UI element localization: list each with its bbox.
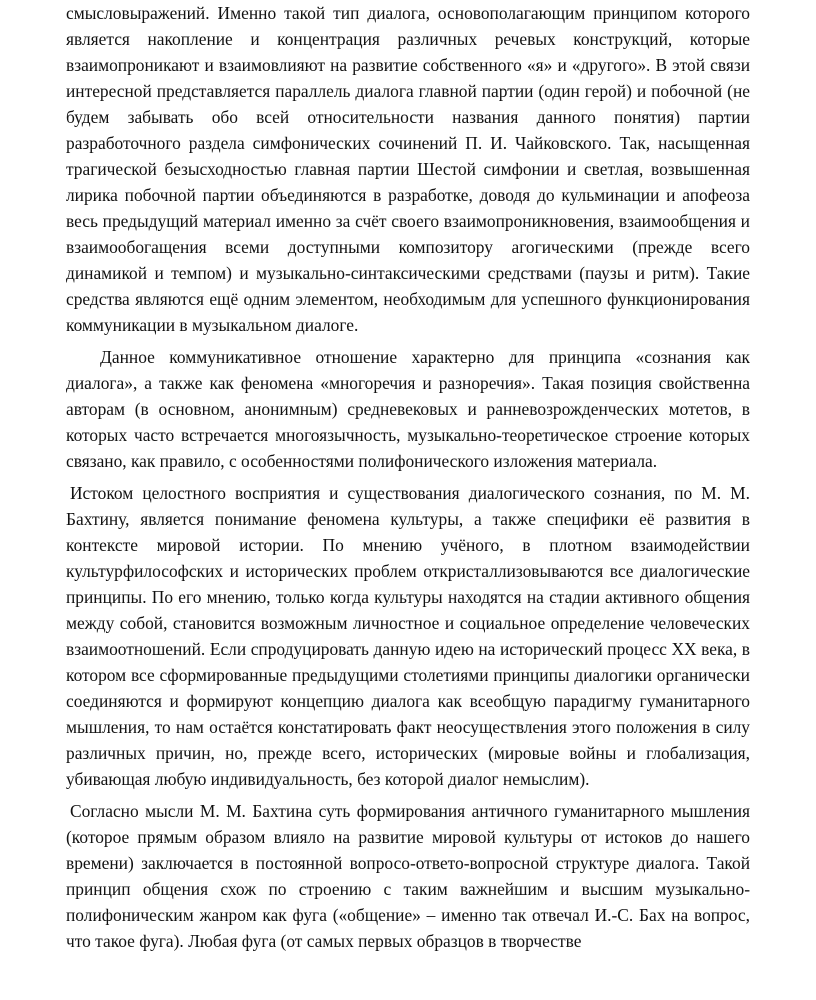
document-page <box>66 0 750 954</box>
paragraph-2: Данное коммуникативное отношение характерно для принципа «сознания как диалога», а также как феномена «многоречия и разноречия». Такая позиция свойственна авторам (в основном, анонимным) средневековых и ранневозрожденческих мотетов, в которых часто встречается многоязычность, музыкально-теоретическое строение которых связано, как правило, с особенностями полифонического изложения материала. <box>66 347 750 471</box>
paragraph-4: Согласно мысли М. М. Бахтина суть формирования античного гуманитарного мышления (которое прямым образом влияло на развитие мировой культуры от истоков до нашего времени) заключается в постоянной вопросо-ответо-вопросной структуре диалога. Такой принцип общения схож по строению с таким важнейшим и высшим музыкально-полифоническим жанром как фуга («общение» – именно так отвечал И.-С. Бах на вопрос, что такое фуга). Любая фуга (от самых первых образцов в творчестве <box>66 801 750 951</box>
paragraph-1: смысловыражений. Именно такой тип диалога, основополагающим принципом которого является накопление и концентрация различных речевых конструкций, которые взаимопроникают и взаимовлияют на развитие собственного «я» и «другого». В этой связи интересной представляется параллель диалога главной партии (один герой) и побочной (не будем забывать обо всей относительности названия данного понятия) партии разработочного раздела симфонических сочинений П. И. Чайковского. Так, насыщенная трагической безысходностью главная партии Шестой симфонии и светлая, возвышенная лирика побочной партии объединяются в разработке, доводя до кульминации и апофеоза весь предыдущий материал именно за счёт своего взаимопроникновения, взаимообщения и взаимообогащения всеми доступными композитору агогическими (прежде всего динамикой и темпом) и музыкально-синтаксическими средствами (паузы и ритм). Такие средства являются ещё одним элементом, необходимым для успешного функционирования коммуникации в музыкальном диалоге. <box>66 3 750 335</box>
paragraph-3: Истоком целостного восприятия и существования диалогического сознания, по М. М. Бахтину, является понимание феномена культуры, а также специфики её развития в контексте мировой истории. По мнению учёного, в плотном взаимодействии культурфилософских и исторических проблем откристаллизовываются все диалогические принципы. По его мнению, только когда культуры находятся на стадии активного общения между собой, становится возможным личностное и социальное определение человеческих взаимоотношений. Если спродуцировать данную идею на исторический процесс XX века, в котором все сформированные предыдущими столетиями принципы диалогики органически соединяются и формируют концепцию диалога как всеобщую парадигму гуманитарного мышления, то нам остаётся констатировать факт неосуществления этого положения в силу различных причин, но, прежде всего, исторических (мировые войны и глобализация, убивающая любую индивидуальность, без которой диалог немыслим). <box>66 483 750 789</box>
